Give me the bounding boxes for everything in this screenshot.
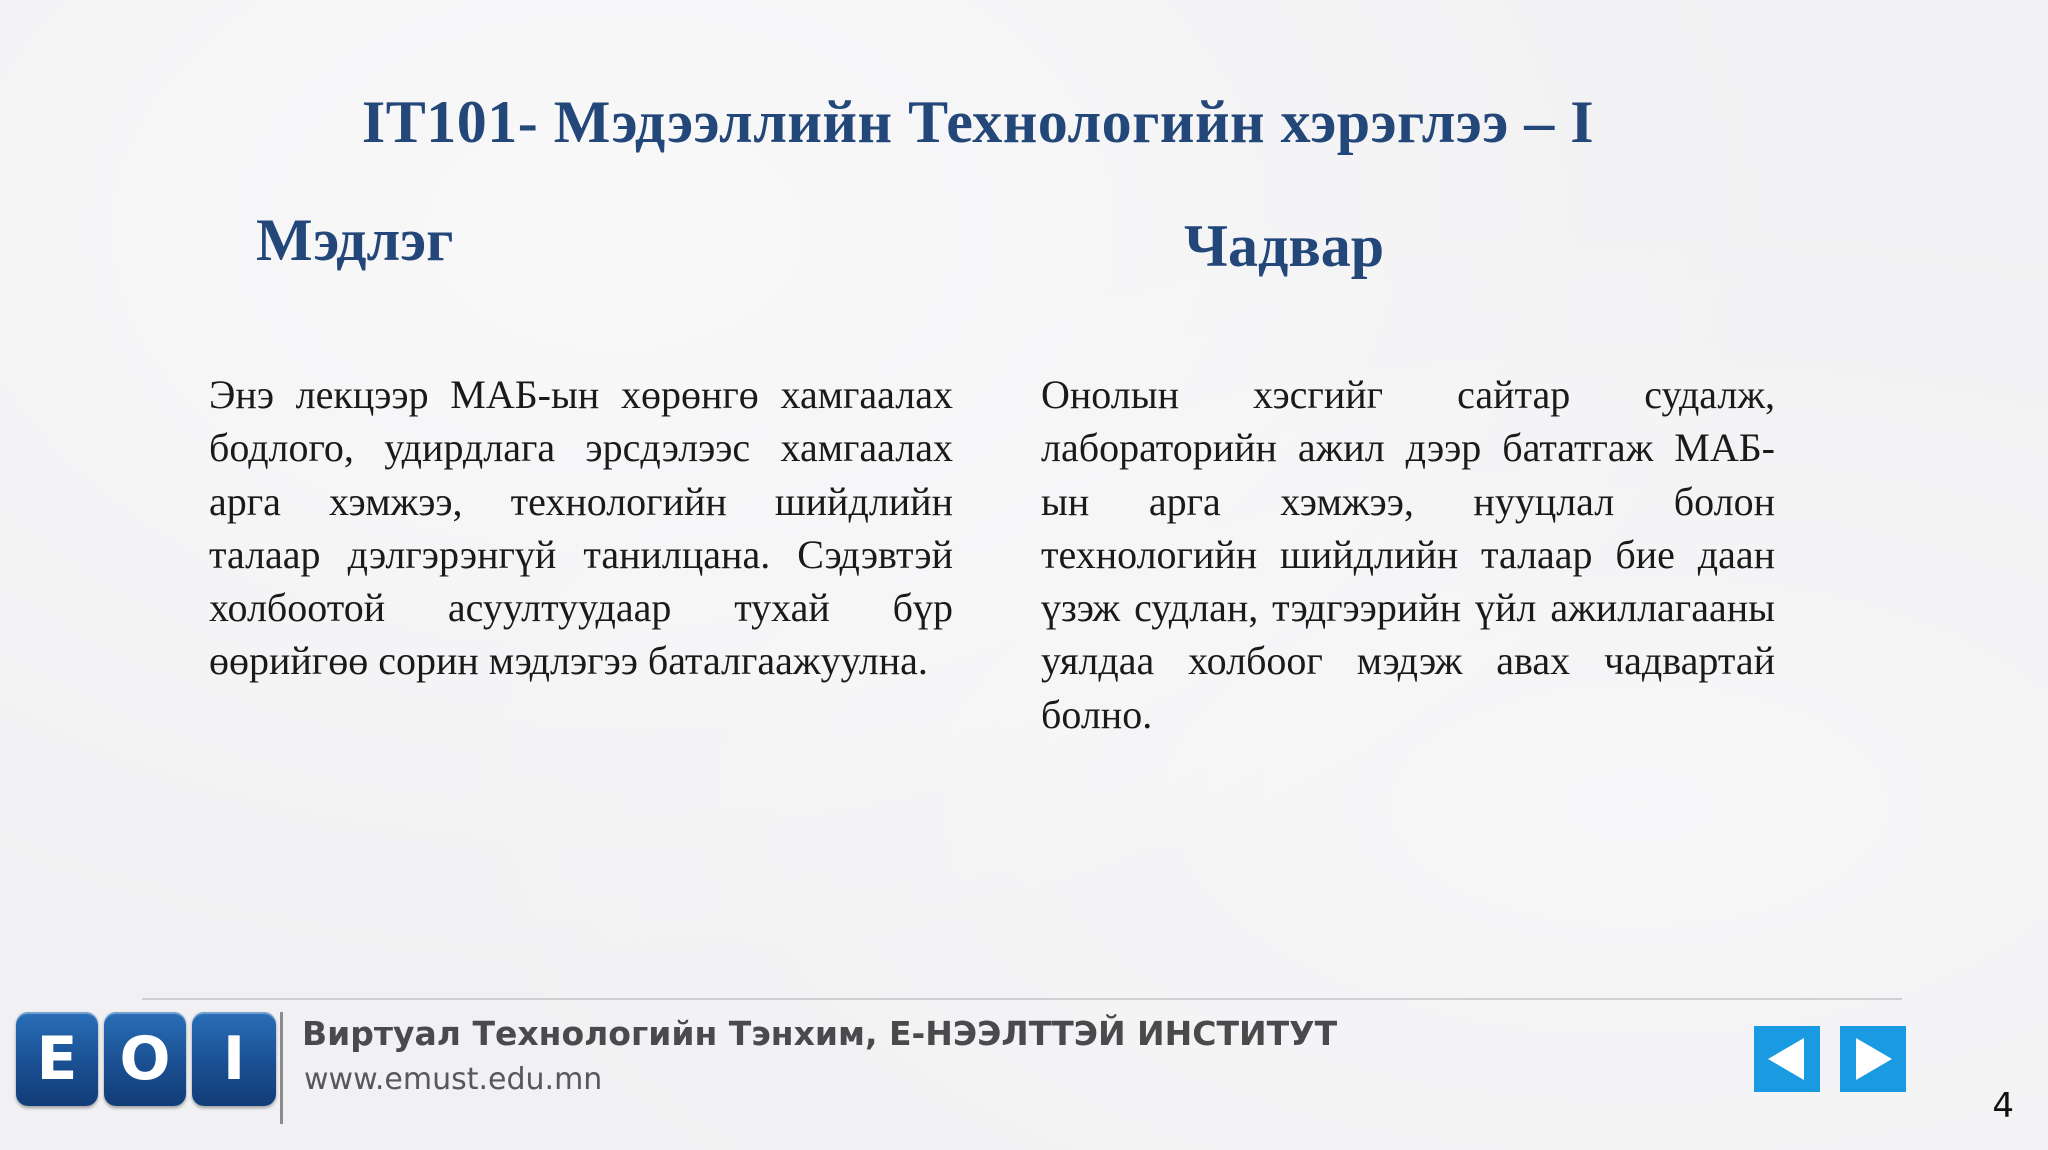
organization-url[interactable]: www.emust.edu.mn (304, 1062, 603, 1097)
previous-slide-button[interactable] (1754, 1026, 1820, 1092)
next-slide-button[interactable] (1840, 1026, 1906, 1092)
logo-letter-e: E (16, 1012, 98, 1106)
footer-divider (142, 998, 1902, 1000)
logo-divider (280, 1012, 283, 1124)
logo-letter-i: I (192, 1012, 276, 1106)
skills-heading: Чадвар (1184, 213, 1385, 279)
knowledge-text: Энэ лекцээр МАБ-ын хөрөнгө хамгаалах бодлого, удирдлага эрсдэлээс хамгаалах арга хэмжээ, технологийн шийдлийн талаар дэлгэрэнгүй танилцана. Сэдэвтэй холбоотой асуултуудаар тухай бүр өөрийгөө сорин мэдлэгээ баталгаажуулна. (209, 372, 953, 684)
logo-letter-o: O (104, 1012, 186, 1106)
page-number: 4 (1992, 1086, 2014, 1126)
knowledge-heading: Мэдлэг (256, 207, 454, 273)
slide-title: IT101- Мэдээллийн Технологийн хэрэглээ – I (361, 89, 1595, 155)
organization-name: Виртуал Технологийн Тэнхим, Е-НЭЭЛТТЭЙ ИНСТИТУТ (302, 1014, 1338, 1053)
triangle-right-icon (1840, 1026, 1906, 1092)
eoi-logo (16, 1012, 276, 1110)
skills-text: Онолын хэсгийг сайтар судалж, лабораторийн ажил дээр бататгаж МАБ-ын арга хэмжээ, нууцлал болон технологийн шийдлийн талаар бие даан үзэж судлан, тэдгээрийн үйл ажиллагааны уялдаа холбоог мэдэж авах чадвартай болно. (1041, 372, 1775, 737)
triangle-left-icon (1754, 1026, 1820, 1092)
